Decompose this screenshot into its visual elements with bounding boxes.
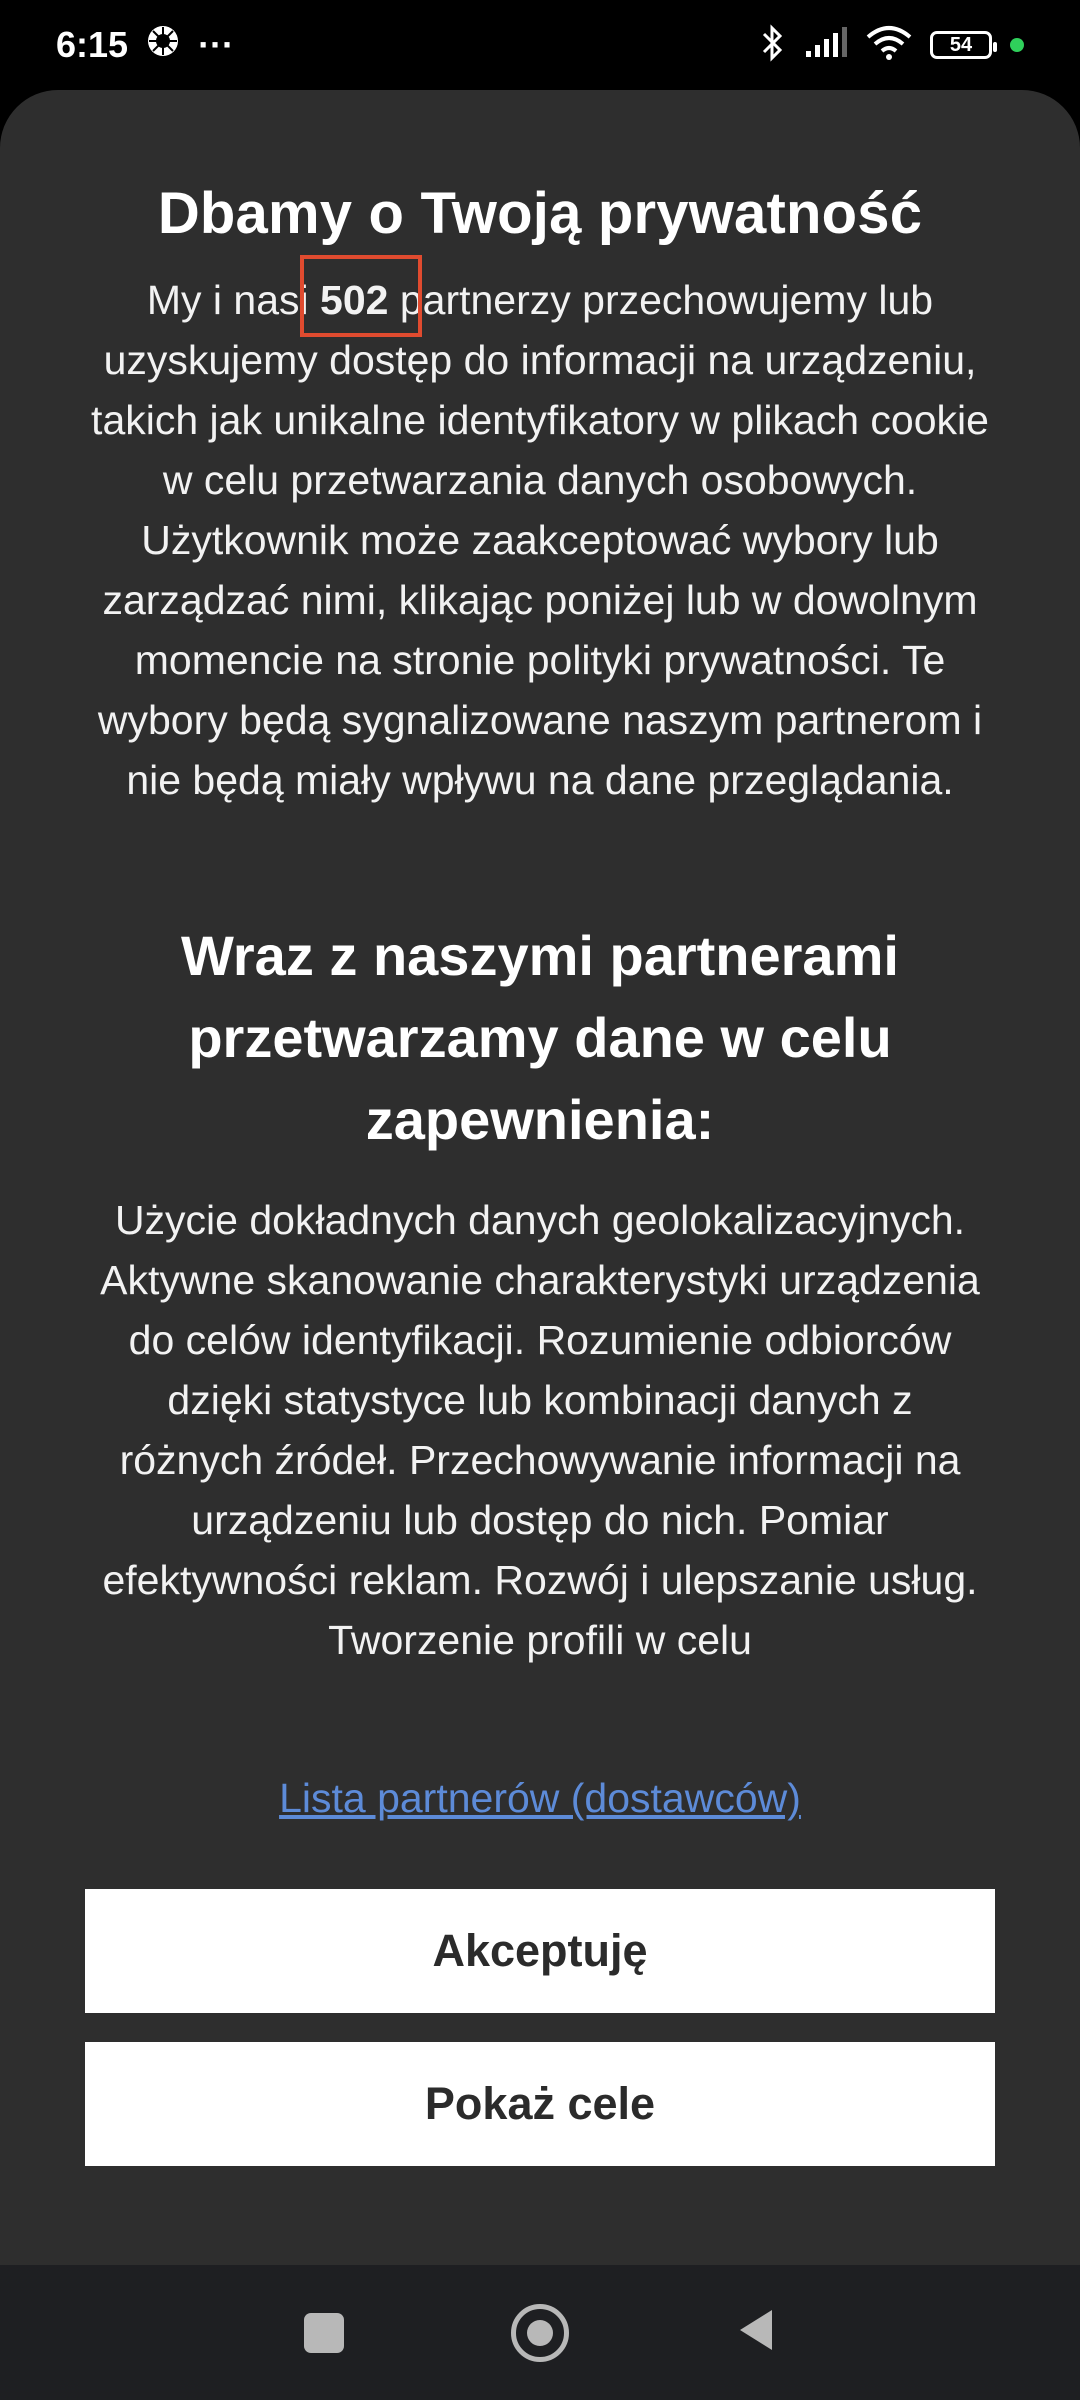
battery-icon: 54 — [930, 31, 992, 59]
intro-rest: partnerzy przechowujemy lub uzyskujemy dostęp do informacji na urządzeniu, takich jak unikalne identyfikatory w plikach cookie w celu przetwarzania danych osobowych. Użytkownik może zaakceptować wybory lub zarządzać nimi, klikając poniżej lub w dowolnym momencie na stronie polityki prywatności. Te wybory będą sygnalizowane naszym partnerom i nie będą miały wpływu na dane przeglądania. — [91, 277, 989, 803]
cookie-consent-dialog — [0, 90, 1080, 2265]
dialog-title: Dbamy o Twoją prywatność — [157, 181, 923, 246]
intro-start: My i nasi — [146, 277, 321, 323]
navigation-bar — [0, 2265, 1080, 2400]
purposes-heading: Wraz z naszymi partnerami przetwarzamy dane w celu zapewnienia: — [181, 924, 899, 1151]
app-notification-icon — [146, 24, 180, 67]
recents-button-icon[interactable] — [304, 2313, 344, 2353]
consent-intro-text — [90, 270, 990, 810]
home-button-icon[interactable] — [511, 2304, 569, 2362]
vendors-list-link[interactable]: Lista partnerów (dostawców) — [279, 1775, 801, 1821]
accept-button[interactable]: Akceptuję — [85, 1889, 995, 2013]
show-purposes-button[interactable]: Pokaż cele — [85, 2042, 995, 2166]
camera-indicator-icon — [1010, 38, 1024, 52]
partner-count: 502 — [320, 277, 389, 323]
status-bar — [0, 0, 1080, 90]
partner-count-highlight — [300, 255, 422, 337]
more-notifications-icon: ··· — [198, 24, 235, 65]
purposes-list-text: Użycie dokładnych danych geolokalizacyjnych. Aktywne skanowanie charakterystyki urządzenia do celów identyfikacji. Rozumienie odbiorców dzięki statystyce lub kombinacji danych z różnych źródeł. Przechowywanie informacji na urządzeniu lub dostęp do nich. Pomiar efektywności reklam. Rozwój i ulepszanie usług. Tworzenie profili w celu — [100, 1197, 980, 1663]
wifi-icon — [866, 25, 912, 66]
status-time: 6:15 — [56, 24, 129, 65]
signal-icon — [804, 27, 848, 64]
bluetooth-icon — [760, 24, 786, 67]
back-button-icon[interactable] — [736, 2306, 776, 2359]
